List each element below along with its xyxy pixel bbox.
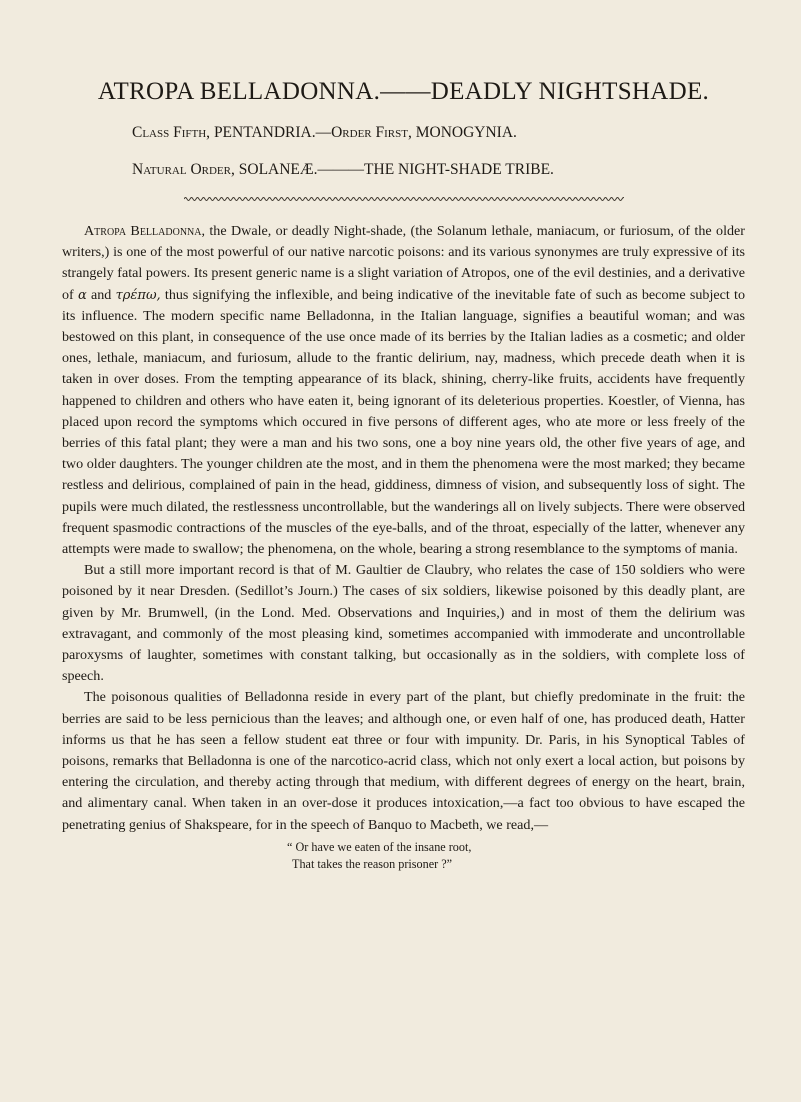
article-body bbox=[62, 221, 745, 836]
wavy-divider bbox=[184, 195, 624, 203]
class-label: Class Fifth, bbox=[132, 124, 211, 141]
natural-order-value: SOLANEÆ. bbox=[238, 161, 318, 178]
page-title: ATROPA BELLADONNA.——DEADLY NIGHTSHADE. bbox=[97, 78, 710, 105]
paragraph-1-part-b: and bbox=[86, 286, 116, 303]
paragraph-1 bbox=[62, 221, 745, 560]
paragraph-1-part-c: thus signifying the inflexible, and being indicative of the inevitable fate of such as become subject to its influence. The modern specific name Belladonna, in the Italian language, signifies a beautiful woman; and was bestowed on this plant, in consequence of the use once made of its berries by the Italian ladies as a cosmetic; and older ones, lethale, maniacum, and furiosum, allude to the frantic delirium, nay, madness, which precede death when it is taken in over doses. From the tempting appearance of its black, shining, cherry-like fruits, accidents have frequently happened to children and others who have eaten it, being ignorant of its deleterious properties. Koestler, of Vienna, has placed upon record the symptoms which occured in five persons of different ages, who ate more or less freely of the berries of this fatal plant; they were a man and his two sons, one a boy nine years old, the other five years of age, and two older daughters. The younger children ate the most, and in them the phenomena were the most marked; they became restless and delirious, complained of pain in the head, giddiness, dimness of vision, and subsequently loss of sight. The pupils were much dilated, the restlessness uncontrollable, but the wanderings all on lively subjects. There were observed frequent spasmodic contractions of the muscles of the eye-balls, and of the throat, especially of the latter, whenever any attempts were made to swallow; the phenomena, on the whole, bearing a strong resemblance to the symptoms of mania. bbox=[62, 286, 746, 558]
order-label: —Order First, bbox=[315, 124, 412, 141]
class-order-line bbox=[62, 124, 745, 142]
greek-alpha: α bbox=[77, 287, 87, 303]
greek-word: τρέπω, bbox=[115, 287, 161, 303]
paragraph-2: But a still more important record is that of M. Gaultier de Claubry, who relates the case of 150 soldiers who were poisoned by it near Dresden. (Sedillot’s Journ.) The cases of six soldiers, likewise poisoned by this deadly plant, are given by Mr. Brumwell, (in the Lond. Med. Observations and Inquiries,) and in most of them the delirium was extravagant, and commonly of the most pleasing kind, sometimes accompanied with immoderate and uncontrollable paroxysms of laughter, sometimes with constant talking, but occasionally as in the soldiers, with complete loss of speech. bbox=[62, 562, 745, 685]
class-value: PENTANDRIA. bbox=[213, 124, 316, 141]
lead-term: Atropa Belladonna, bbox=[84, 223, 206, 239]
quote-line-1: “ Or have we eaten of the insane root, bbox=[287, 839, 472, 854]
tribe-name: ———THE NIGHT-SHADE TRIBE. bbox=[317, 161, 554, 178]
shakespeare-quote bbox=[62, 839, 745, 873]
natural-order-label: Natural Order, bbox=[132, 161, 235, 178]
quote-line-2: That takes the reason prisoner ?” bbox=[292, 856, 453, 871]
paragraph-1-part-a: the Dwale, or deadly Night-shade, (the Solanum lethale, maniacum, or furiosum, of the older writers,) is one of the most powerful of our native narcotic poisons: and its various synonymes are truly expressive of its strangely fatal powers. Its present generic name is a slight variation of Atropos, one of the evil destinies, and a derivative of bbox=[62, 223, 745, 303]
order-value: MONOGYNIA. bbox=[415, 124, 517, 141]
natural-order-line bbox=[62, 161, 745, 179]
paragraph-3: The poisonous qualities of Belladonna reside in every part of the plant, but chiefly predominate in the fruit: the berries are said to be less pernicious than the leaves; and although one, or even half of one, has produced death, Hatter informs us that he has seen a fellow student eat three or four with impunity. Dr. Paris, in his Synoptical Tables of poisons, remarks that Belladonna is one of the narcotico-acrid class, which not only exert a local action, but poisons by entering the circulation, and thereby acting through that medium, with different degrees of energy on the heart, brain, and alimentary canal. When taken in an over-dose it produces intoxication,—a fact too obvious to have escaped the penetrating genius of Shakspeare, for in the speech of Banquo to Macbeth, we read,— bbox=[62, 689, 745, 833]
